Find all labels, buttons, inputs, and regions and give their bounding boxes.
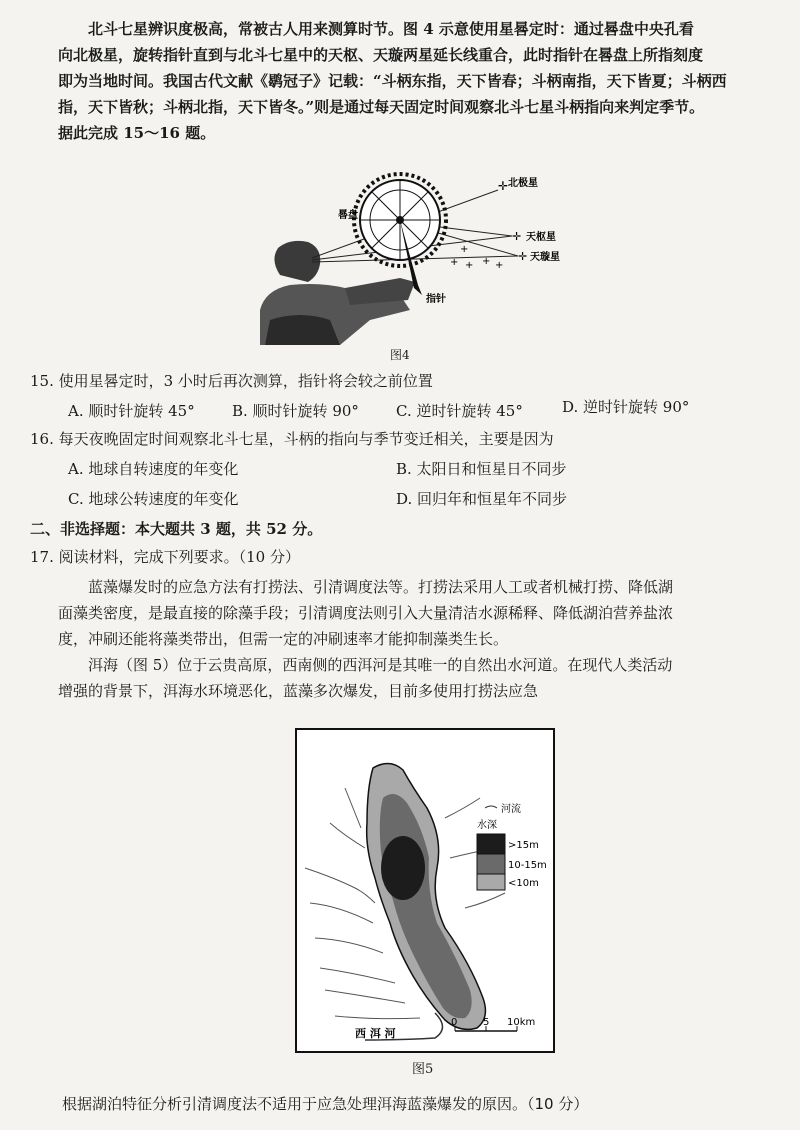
- svg-text:✛: ✛: [498, 179, 509, 193]
- legend-shallow: <10m: [508, 878, 539, 889]
- intro-line-1: 北斗七星辨识度极高，常被古人用来测算时节。图 4 示意使用星晷定时：通过晷盘中央孔看: [88, 20, 694, 38]
- q17-p1-line1: 蓝藻爆发时的应急方法有打捞法、引清调度法等。打捞法采用人工或者机械打捞、降低湖: [88, 578, 674, 596]
- figure-4-star-dial: [250, 160, 590, 345]
- intro-line-4: 指，天下皆秋；斗柄北指，天下皆冬。”则是通过每天固定时间观察北斗七星斗柄指向来判定季节。: [58, 98, 705, 116]
- q16-option-a: A. 地球自转速度的年变化: [68, 460, 239, 478]
- q17-final-question: 根据湖泊特征分析引清调度法不适用于应急处理洱海蓝藻爆发的原因。（10 分）: [62, 1095, 589, 1113]
- svg-text:+: +: [495, 260, 504, 271]
- figure-4-caption: 图4: [390, 348, 410, 362]
- q17-p1-line3: 度，冲刷还能将藻类带出，但需一定的冲刷速率才能抑制藻类生长。: [58, 630, 509, 648]
- svg-text:+: +: [482, 256, 491, 267]
- legend-river-label: 河流: [501, 804, 521, 815]
- legend-mid: 10-15m: [508, 860, 547, 871]
- intro-line-2: 向北极星，旋转指针直到与北斗七星中的天枢、天璇两星延长线重合，此时指针在晷盘上所指刻度: [58, 46, 704, 64]
- intro-line-5: 据此完成 15～16 题。: [58, 124, 216, 142]
- q16-option-d: D. 回归年和恒星年不同步: [396, 490, 568, 508]
- scale-0: 0: [451, 1017, 458, 1028]
- q15-option-b: B. 顺时针旋转 90°: [232, 402, 359, 420]
- svg-text:✛: ✛: [512, 230, 522, 243]
- q15-stem: 15. 使用星晷定时，3 小时后再次测算，指针将会较之前位置: [30, 372, 433, 390]
- q15-option-a: A. 顺时针旋转 45°: [68, 402, 195, 420]
- q17-stem: 17. 阅读材料，完成下列要求。（10 分）: [30, 548, 300, 566]
- q17-material: [58, 574, 776, 704]
- q16-stem: 16. 每天夜晚固定时间观察北斗七星，斗柄的指向与季节变迁相关，主要是因为: [30, 430, 554, 448]
- q15-option-c: C. 逆时针旋转 45°: [396, 402, 523, 420]
- q17-p2-line2: 增强的背景下，洱海水环境恶化，蓝藻多次爆发，目前多使用打捞法应急: [58, 682, 539, 700]
- q17-p1-line2: 面藻类密度，是最直接的除藻手段；引清调度法则引入大量清洁水源稀释、降低湖泊营养盐浓: [58, 604, 674, 622]
- q15-option-d: D. 逆时针旋转 90°: [562, 398, 690, 416]
- q17-p2-line1: 洱海（图 5）位于云贵高原，西南侧的西洱河是其唯一的自然出水河道。在现代人类活动: [88, 656, 673, 674]
- svg-text:✛: ✛: [518, 250, 528, 263]
- section-2-heading: 二、非选择题：本大题共 3 题，共 52 分。: [30, 520, 323, 538]
- legend-deep: >15m: [508, 840, 539, 851]
- svg-text:+: +: [465, 260, 474, 271]
- svg-text:+: +: [450, 257, 459, 268]
- figure-5-caption: 图5: [412, 1062, 434, 1077]
- svg-text:+: +: [460, 244, 469, 255]
- scale-10: 10km: [507, 1017, 536, 1028]
- label-tianxuan: 天璇星: [530, 252, 560, 263]
- legend-depth-title: 水深: [477, 820, 497, 831]
- intro-line-3: 即为当地时间。我国古代文献《鹖冠子》记载：“斗柄东指，天下皆春；斗柄南指，天下皆夏；斗柄西: [58, 72, 727, 90]
- q16-option-b: B. 太阳日和恒星日不同步: [396, 460, 567, 478]
- label-guipan: 晷盘: [338, 210, 358, 221]
- scale-5: 5: [483, 1017, 490, 1028]
- label-zhizhen: 指针: [426, 294, 446, 305]
- intro-paragraph: [58, 16, 778, 146]
- river-name-xierhe: 西 洱 河: [355, 1027, 396, 1040]
- q16-option-c: C. 地球公转速度的年变化: [68, 490, 239, 508]
- figure-5-erhai-map: [295, 728, 555, 1053]
- label-tianshu: 天枢星: [526, 232, 556, 243]
- label-beiji: 北极星: [508, 178, 538, 189]
